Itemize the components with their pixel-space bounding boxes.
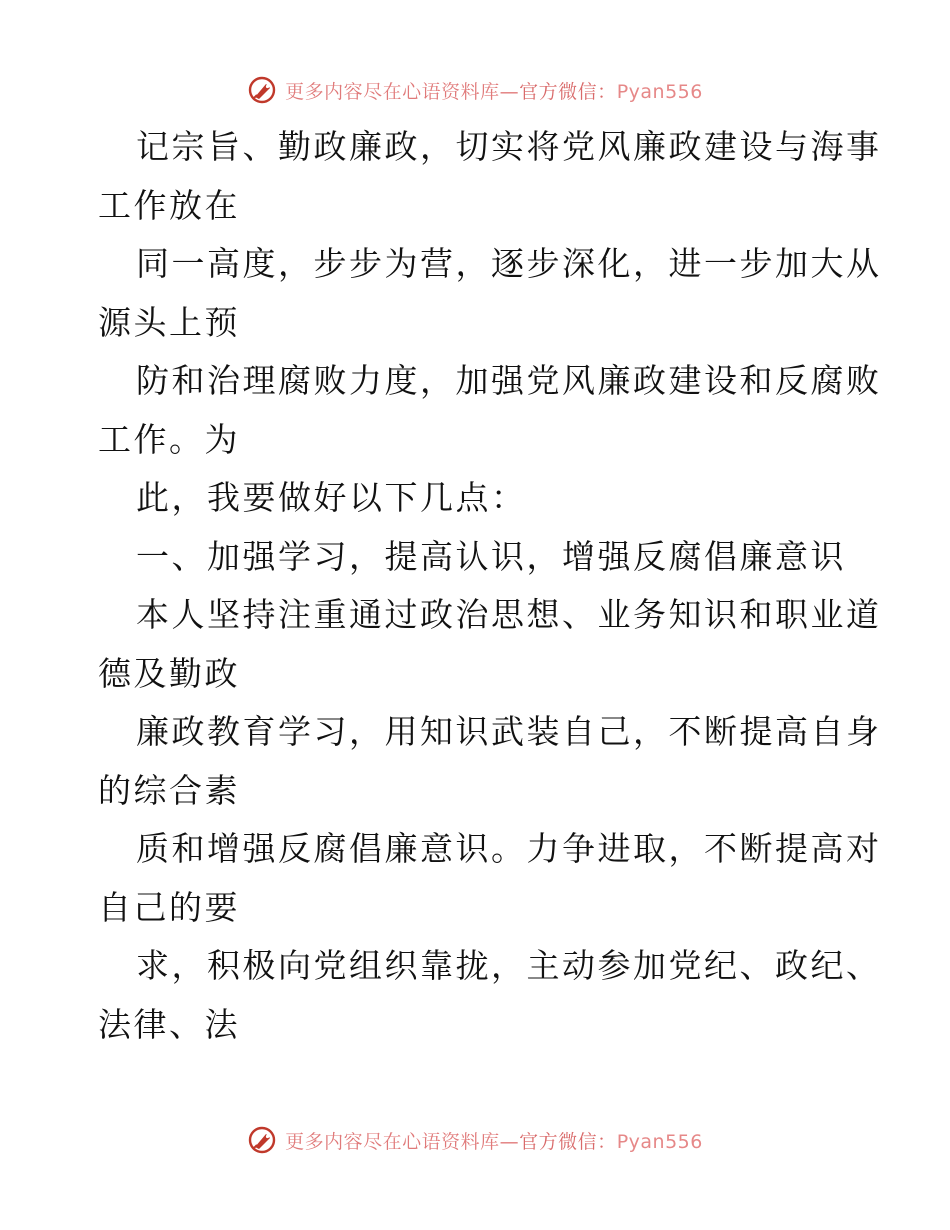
watermark-wechat-id: Pyan556 <box>616 80 703 103</box>
text-line: 防和治理腐败力度，加强党风廉政建设和反腐败 <box>136 361 882 400</box>
watermark-text <box>285 1127 703 1154</box>
text-line: 德及勤政 <box>98 653 240 693</box>
text-line: 记宗旨、勤政廉政，切实将党风廉政建设与海事 <box>136 127 882 166</box>
watermark-main-text: 更多内容尽在心语资料库 <box>285 1130 500 1153</box>
pen-nib-circle-logo-icon <box>247 1125 277 1155</box>
text-line: 工作。为 <box>98 419 240 459</box>
watermark-text <box>285 77 703 104</box>
watermark-official-label: 官方微信： <box>519 80 617 103</box>
watermark-dash: — <box>499 80 520 103</box>
watermark-wechat-id: Pyan556 <box>616 1130 703 1153</box>
watermark-official-label: 官方微信： <box>519 1130 617 1153</box>
text-line: 的综合素 <box>98 770 240 810</box>
text-line: 求，积极向党组织靠拢，主动参加党纪、政纪、 <box>136 946 882 985</box>
header-watermark <box>0 70 950 110</box>
text-line: 廉政教育学习，用知识武装自己，不断提高自身 <box>136 712 882 751</box>
text-line: 同一高度，步步为营，逐步深化，进一步加大从 <box>136 244 882 283</box>
document-body <box>98 118 882 1054</box>
text-line: 法律、法 <box>98 1004 240 1044</box>
pen-nib-circle-logo-icon <box>247 75 277 105</box>
text-line: 工作放在 <box>98 185 240 225</box>
footer-watermark <box>0 1120 950 1160</box>
text-line: 此，我要做好以下几点： <box>136 478 527 517</box>
text-line: 本人坚持注重通过政治思想、业务知识和职业道 <box>136 595 882 634</box>
text-line: 源头上预 <box>98 302 240 342</box>
section-heading: 一、加强学习，提高认识，增强反腐倡廉意识 <box>136 536 846 576</box>
watermark-main-text: 更多内容尽在心语资料库 <box>285 80 500 103</box>
watermark-dash: — <box>499 1130 520 1153</box>
text-line: 质和增强反腐倡廉意识。力争进取，不断提高对 <box>136 829 882 868</box>
text-line: 自己的要 <box>98 887 240 927</box>
